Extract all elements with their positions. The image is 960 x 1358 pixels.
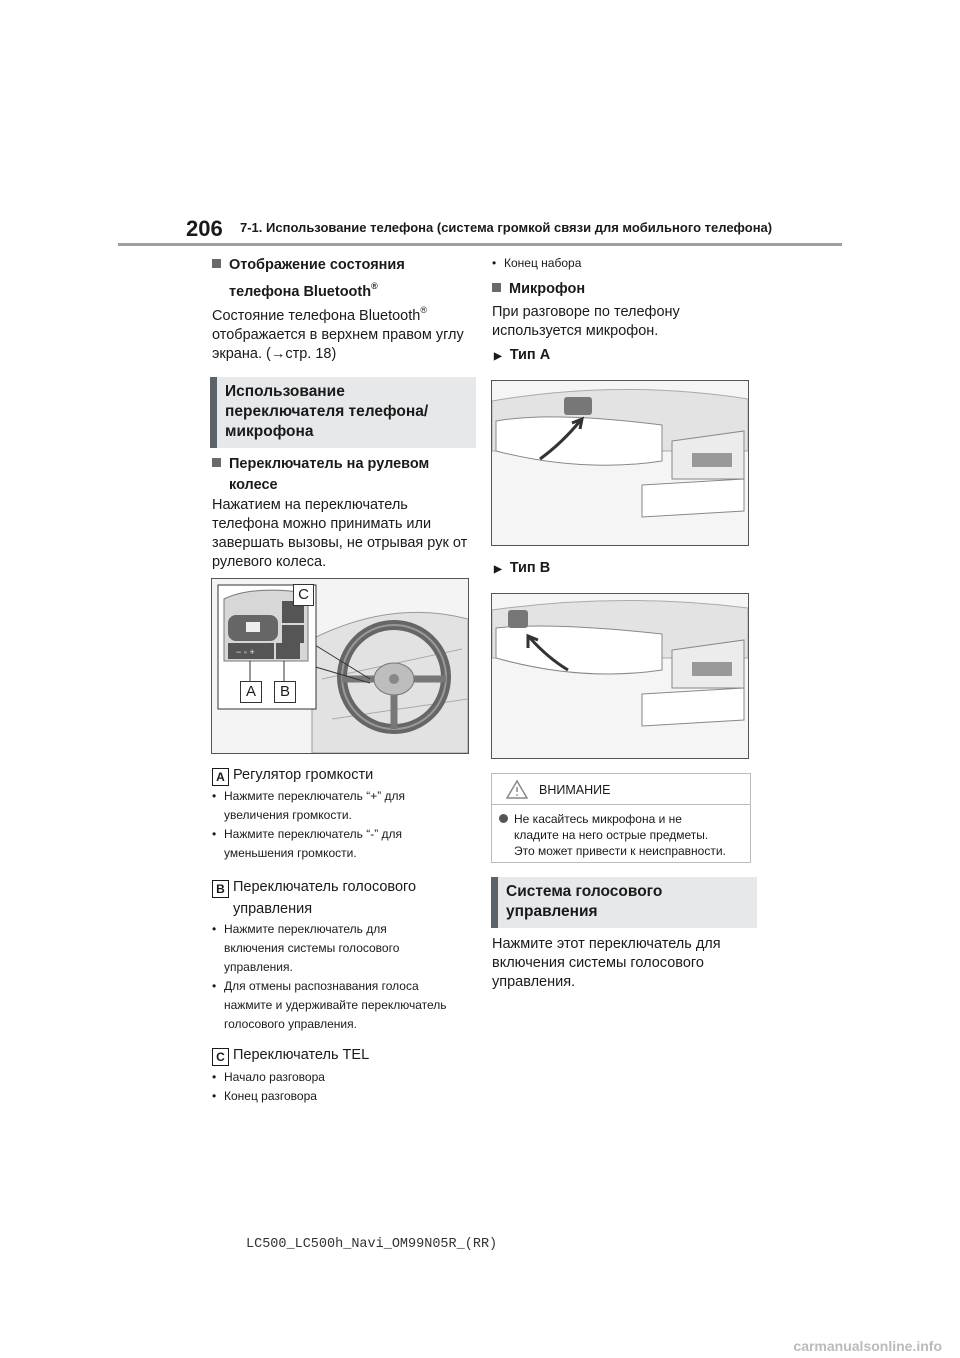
label-c-icon: C xyxy=(212,1048,229,1066)
figure-callout-c: C xyxy=(293,584,314,606)
triangle-right-icon: ▶ xyxy=(494,564,502,575)
square-bullet-icon xyxy=(212,259,221,268)
wheel-heading: Переключатель на рулевом колесе xyxy=(212,454,429,496)
bullet-dot-icon xyxy=(499,814,508,823)
label-b-icon: B xyxy=(212,880,229,898)
type-b-heading: ▶ Тип B xyxy=(494,560,551,576)
square-bullet-icon xyxy=(492,283,501,292)
warning-header: ВНИМАНИЕ xyxy=(492,774,750,805)
page-number: 206 xyxy=(186,216,223,241)
bt-text: Состояние телефона Bluetooth® отображается в верхнем правом углу экрана. (→стр. 18) xyxy=(212,305,464,362)
steering-wheel-illustration xyxy=(212,579,468,753)
mic-heading: Микрофон xyxy=(492,279,585,300)
wheel-text: Нажатием на переключатель телефона можно принимать или завершать вызовы, не отрывая рук от рулевого колеса. xyxy=(212,497,468,570)
top-bullet: • Конец набора xyxy=(492,256,582,270)
footer-code: LC500_LC500h_Navi_OM99N05R_(RR) xyxy=(246,1237,498,1252)
type-b-figure xyxy=(491,593,749,759)
item-b-title: B Переключатель голосового управления xyxy=(212,876,416,920)
warning-text: Не касайтесь микрофона и не кладите на него острые предметы. Это может привести к неисправности. xyxy=(492,805,750,867)
header-rule xyxy=(118,243,842,246)
microphone-type-a-illustration xyxy=(492,381,748,545)
voice-text: Нажмите этот переключатель для включения системы голосового управления. xyxy=(492,936,721,990)
item-b-bullets: • Нажмите переключатель для включения системы голосового управления. • Для отмены распознавания голоса нажмите и удерживайте переключатель голосового управления. xyxy=(212,922,447,1031)
item-c-title: C Переключатель TEL xyxy=(212,1046,369,1066)
label-a-icon: A xyxy=(212,768,229,786)
mic-text: При разговоре по телефону используется микрофон. xyxy=(492,304,680,339)
section-heading-voice: Система голосового управления xyxy=(491,877,757,928)
item-a-title: A Регулятор громкости xyxy=(212,766,373,786)
figure-callout-b: B xyxy=(274,681,296,703)
item-c-bullets: • Начало разговора • Конец разговора xyxy=(212,1070,325,1103)
section-heading-phone-switch: Использование переключателя телефона/ микрофона xyxy=(210,377,476,448)
bt-heading: Отображение состояния телефона Bluetooth® xyxy=(212,255,405,303)
item-a-bullets: • Нажмите переключатель “+” для увеличения громкости. • Нажмите переключатель “-” для уменьшения громкости. xyxy=(212,789,406,860)
type-a-heading: ▶ Тип A xyxy=(494,347,551,363)
chapter-title: 7-1. Использование телефона (система громкой связи для мобильного телефона) xyxy=(240,220,773,235)
warning-triangle-icon xyxy=(506,780,528,799)
square-bullet-icon xyxy=(212,458,221,467)
svg-text:− ◦ +: − ◦ + xyxy=(236,647,255,657)
microphone-type-b-illustration xyxy=(492,594,748,758)
figure-callout-a: A xyxy=(240,681,262,703)
type-a-figure xyxy=(491,380,749,546)
warning-box xyxy=(491,773,751,863)
watermark: carmanualsonline.info xyxy=(793,1338,942,1354)
triangle-right-icon: ▶ xyxy=(494,351,502,362)
steering-wheel-figure xyxy=(211,578,469,754)
